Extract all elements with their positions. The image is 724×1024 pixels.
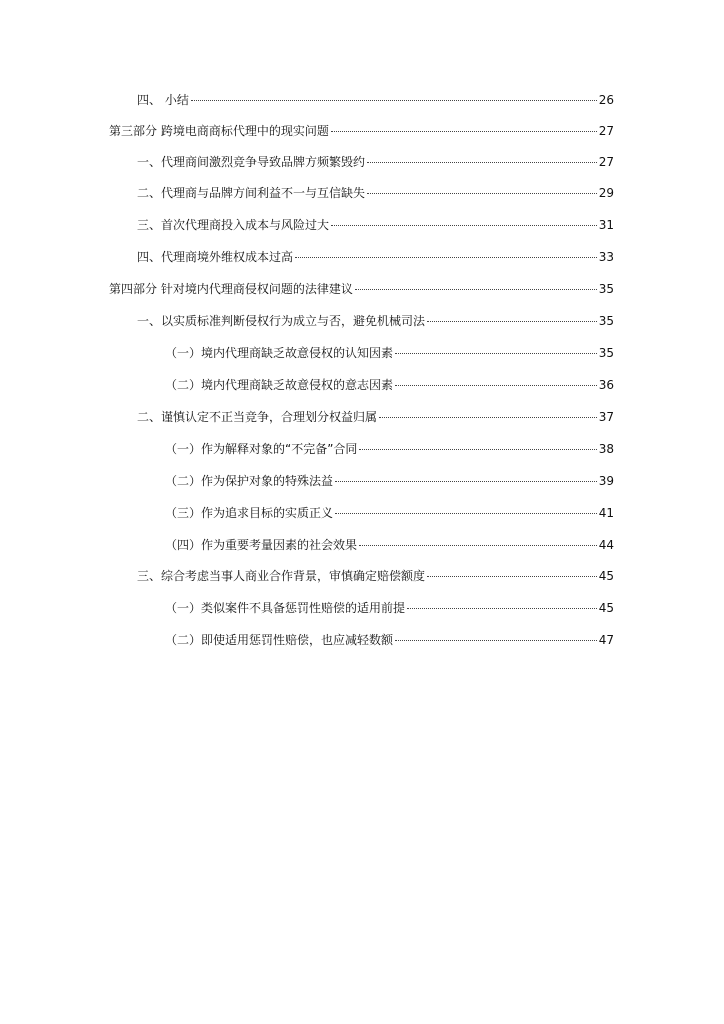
toc-dot-leader [427, 321, 597, 322]
toc-entry[interactable] [109, 281, 614, 297]
toc-entry[interactable] [137, 313, 614, 329]
toc-entry-title: 第三部分 跨境电商商标代理中的现实问题 [109, 124, 329, 138]
toc-entry-page: 26 [598, 93, 614, 107]
toc-entry[interactable] [165, 537, 614, 553]
toc-entry-title: 一、代理商间激烈竞争导致品牌方频繁毁约 [137, 155, 366, 169]
toc-dot-leader [379, 417, 597, 418]
toc-entry-page: 39 [598, 474, 614, 488]
toc-entry-page: 45 [598, 601, 614, 615]
toc-entry[interactable] [165, 600, 614, 616]
toc-entry-page: 35 [598, 346, 614, 360]
toc-entry[interactable] [165, 505, 614, 521]
toc-entry-page: 37 [598, 410, 614, 424]
toc-entry-title: （二）境内代理商缺乏故意侵权的意志因素 [165, 378, 394, 392]
toc-entry-title: 四、代理商境外维权成本过高 [137, 250, 294, 264]
toc-entry-page: 36 [598, 378, 614, 392]
toc-entry-page: 41 [598, 506, 614, 520]
toc-dot-leader [395, 385, 597, 386]
toc-entry-page: 33 [598, 250, 614, 264]
toc-dot-leader [355, 289, 597, 290]
toc-entry-title: （三）作为追求目标的实质正义 [165, 506, 334, 520]
toc-entry[interactable] [165, 632, 614, 648]
toc-dot-leader [295, 257, 597, 258]
toc-dot-leader [367, 162, 597, 163]
toc-dot-leader [191, 100, 597, 101]
toc-entry-title: 四、 小结 [137, 93, 189, 107]
toc-entry-page: 35 [598, 282, 614, 296]
toc-entry[interactable] [165, 441, 614, 457]
toc-entry-title: （四）作为重要考量因素的社会效果 [165, 538, 358, 552]
toc-entry-page: 31 [598, 218, 614, 232]
toc-entry[interactable] [165, 377, 614, 393]
toc-entry-title: 三、首次代理商投入成本与风险过大 [137, 218, 330, 232]
toc-dot-leader [395, 640, 597, 641]
toc-entry-title: （二）作为保护对象的特殊法益 [165, 474, 334, 488]
toc-entry[interactable] [137, 154, 614, 170]
toc-entry[interactable] [165, 473, 614, 489]
toc-dot-leader [359, 449, 596, 450]
toc-entry[interactable] [137, 249, 614, 265]
toc-entry-page: 44 [598, 538, 614, 552]
toc-entry[interactable] [109, 123, 614, 139]
toc-entry-title: 第四部分 针对境内代理商侵权问题的法律建议 [109, 282, 353, 296]
toc-dot-leader [359, 545, 597, 546]
toc-entry-page: 35 [598, 314, 614, 328]
toc-entry-title: 二、谨慎认定不正当竞争，合理划分权益归属 [137, 410, 378, 424]
toc-entry-title: 一、以实质标准判断侵权行为成立与否，避免机械司法 [137, 314, 426, 328]
toc-entry-title: 二、代理商与品牌方间利益不一与互信缺失 [137, 186, 366, 200]
toc-dot-leader [427, 576, 597, 577]
toc-entry[interactable] [165, 345, 614, 361]
toc-dot-leader [331, 225, 597, 226]
toc-entry[interactable] [137, 217, 614, 233]
toc-entry-page: 27 [598, 155, 614, 169]
toc-dot-leader [395, 353, 597, 354]
toc-entry-title: （二）即使适用惩罚性赔偿，也应减轻数额 [165, 633, 394, 647]
toc-dot-leader [407, 608, 597, 609]
toc-entry-title: （一）类似案件不具备惩罚性赔偿的适用前提 [165, 601, 406, 615]
toc-entry-page: 38 [598, 442, 614, 456]
toc-dot-leader [335, 513, 597, 514]
toc-dot-leader [335, 481, 597, 482]
toc-entry-page: 47 [598, 633, 614, 647]
toc-entry-page: 45 [598, 569, 614, 583]
toc-entry[interactable] [137, 92, 614, 108]
toc-entry-page: 27 [598, 124, 614, 138]
toc-entry-title: 三、综合考虑当事人商业合作背景，审慎确定赔偿额度 [137, 569, 426, 583]
toc-dot-leader [367, 193, 597, 194]
toc-entry[interactable] [137, 568, 614, 584]
toc-entry[interactable] [137, 409, 614, 425]
toc-entry[interactable] [137, 185, 614, 201]
toc-entry-page: 29 [598, 186, 614, 200]
toc-dot-leader [331, 131, 597, 132]
toc-entry-title: （一）作为解释对象的“不完备”合同 [165, 442, 358, 456]
toc-entry-title: （一）境内代理商缺乏故意侵权的认知因素 [165, 346, 394, 360]
